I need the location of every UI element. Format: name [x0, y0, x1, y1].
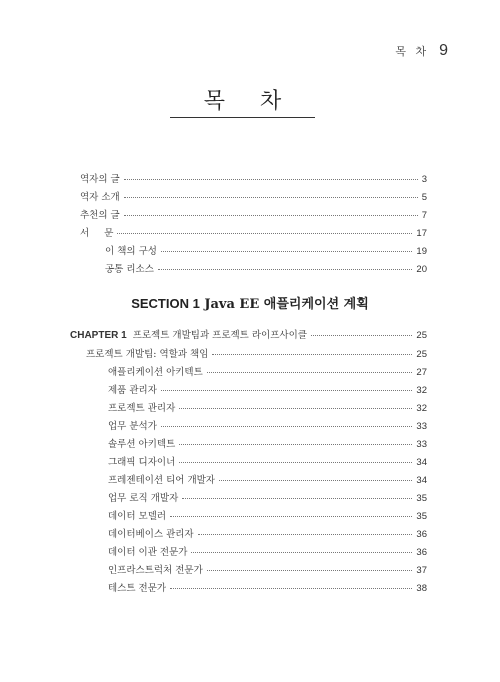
toc-entry[interactable]	[108, 400, 427, 414]
toc-entry-title: 공통 리소스	[105, 264, 154, 275]
title-underline	[170, 117, 315, 118]
leader-dots	[124, 197, 418, 198]
toc-entry-title: 테스트 전문가	[108, 583, 167, 594]
toc-entry[interactable]	[108, 364, 427, 378]
toc-entry-title: 애플리케이션 아키텍트	[108, 367, 203, 378]
toc-entry-page: 34	[416, 475, 427, 486]
toc-entry-page: 27	[416, 367, 427, 378]
toc-entry-page: 20	[416, 264, 427, 275]
leader-dots	[161, 426, 413, 427]
leader-dots	[170, 516, 412, 517]
toc-entry-title: 서 문	[80, 228, 114, 239]
toc-entry[interactable]	[86, 346, 427, 360]
toc-entry[interactable]	[108, 418, 427, 432]
leader-dots	[124, 179, 418, 180]
leader-dots	[219, 480, 412, 481]
toc-entry-page: 34	[416, 457, 427, 468]
toc-entry-title: 데이터 이관 전문가	[108, 547, 188, 558]
toc-entry-page: 7	[421, 210, 427, 221]
toc-entry-front[interactable]	[105, 243, 427, 257]
toc-entry[interactable]	[108, 526, 427, 540]
toc-entry-page: 33	[416, 439, 427, 450]
chapter-title: 프로젝트 개발팀과 프로젝트 라이프사이클	[132, 330, 307, 341]
toc-entry[interactable]	[108, 544, 427, 558]
leader-dots	[170, 588, 412, 589]
toc-entry-front[interactable]	[105, 261, 427, 275]
toc-entry-page: 25	[416, 349, 427, 360]
chapter-page: 25	[416, 330, 427, 341]
toc-entry-title: 그래픽 디자이너	[108, 457, 176, 468]
section-title: Java EE 애플리케이션 계획	[204, 297, 369, 312]
toc-entry-title: 인프라스트럭처 전문가	[108, 565, 203, 576]
toc-entry-title: 데이터 모델러	[108, 511, 167, 522]
toc-entry-title: 역자의 글	[80, 174, 120, 185]
toc-entry-page: 35	[416, 511, 427, 522]
leader-dots	[182, 498, 412, 499]
toc-entry-front[interactable]	[80, 207, 427, 221]
leader-dots	[179, 444, 412, 445]
leader-dots	[198, 534, 413, 535]
page-number: 9	[439, 42, 448, 59]
toc-entry-page: 17	[416, 228, 427, 239]
leader-dots	[212, 354, 412, 355]
section-heading	[0, 293, 500, 312]
toc-chapter[interactable]	[70, 327, 427, 341]
leader-dots	[207, 372, 413, 373]
toc-entry-page: 5	[421, 192, 427, 203]
toc-entry-page: 36	[416, 547, 427, 558]
toc-entry-title: 역자 소개	[80, 192, 120, 203]
leader-dots	[124, 215, 418, 216]
leader-dots	[311, 335, 412, 336]
leader-dots	[158, 269, 413, 270]
toc-entry-title: 프로젝트 개발팀: 역할과 책임	[86, 349, 209, 360]
leader-dots	[117, 233, 412, 234]
running-header-label: 목 차	[395, 45, 430, 58]
toc-entry[interactable]	[108, 562, 427, 576]
page-title: 목 차	[203, 89, 296, 114]
toc-entry[interactable]	[108, 580, 427, 594]
leader-dots	[179, 462, 412, 463]
section-label: SECTION 1	[131, 296, 200, 311]
leader-dots	[207, 570, 413, 571]
toc-entry-title: 제품 관리자	[108, 385, 157, 396]
toc-entry[interactable]	[108, 454, 427, 468]
toc-entry[interactable]	[108, 490, 427, 504]
toc-entry-title: 솔루션 아키텍트	[108, 439, 176, 450]
toc-entry-front[interactable]	[80, 189, 427, 203]
toc-entry[interactable]	[108, 508, 427, 522]
toc-entry-title: 데이터베이스 관리자	[108, 529, 194, 540]
chapter-label: CHAPTER 1	[70, 330, 127, 341]
toc-entry-title: 프로젝트 관리자	[108, 403, 176, 414]
toc-entry-page: 38	[416, 583, 427, 594]
leader-dots	[161, 251, 412, 252]
leader-dots	[191, 552, 412, 553]
toc-entry[interactable]	[108, 436, 427, 450]
toc-entry-page: 3	[421, 174, 427, 185]
toc-entry-page: 32	[416, 403, 427, 414]
toc-entry-page: 32	[416, 385, 427, 396]
toc-entry-page: 33	[416, 421, 427, 432]
toc-entry-page: 19	[416, 246, 427, 257]
toc-entry-page: 37	[416, 565, 427, 576]
toc-entry-title: 업무 로직 개발자	[108, 493, 179, 504]
leader-dots	[179, 408, 412, 409]
running-header	[395, 42, 448, 60]
toc-entry-page: 35	[416, 493, 427, 504]
toc-entry[interactable]	[108, 382, 427, 396]
toc-entry[interactable]	[108, 472, 427, 486]
toc-entry-title: 업무 분석가	[108, 421, 157, 432]
toc-entry-title: 이 책의 구성	[105, 246, 157, 257]
toc-entry-title: 추천의 글	[80, 210, 120, 221]
toc-entry-page: 36	[416, 529, 427, 540]
toc-entry-front[interactable]	[80, 225, 427, 239]
toc-entry-title: 프레젠테이션 티어 개발자	[108, 475, 215, 486]
leader-dots	[161, 390, 413, 391]
toc-entry-front[interactable]	[80, 171, 427, 185]
